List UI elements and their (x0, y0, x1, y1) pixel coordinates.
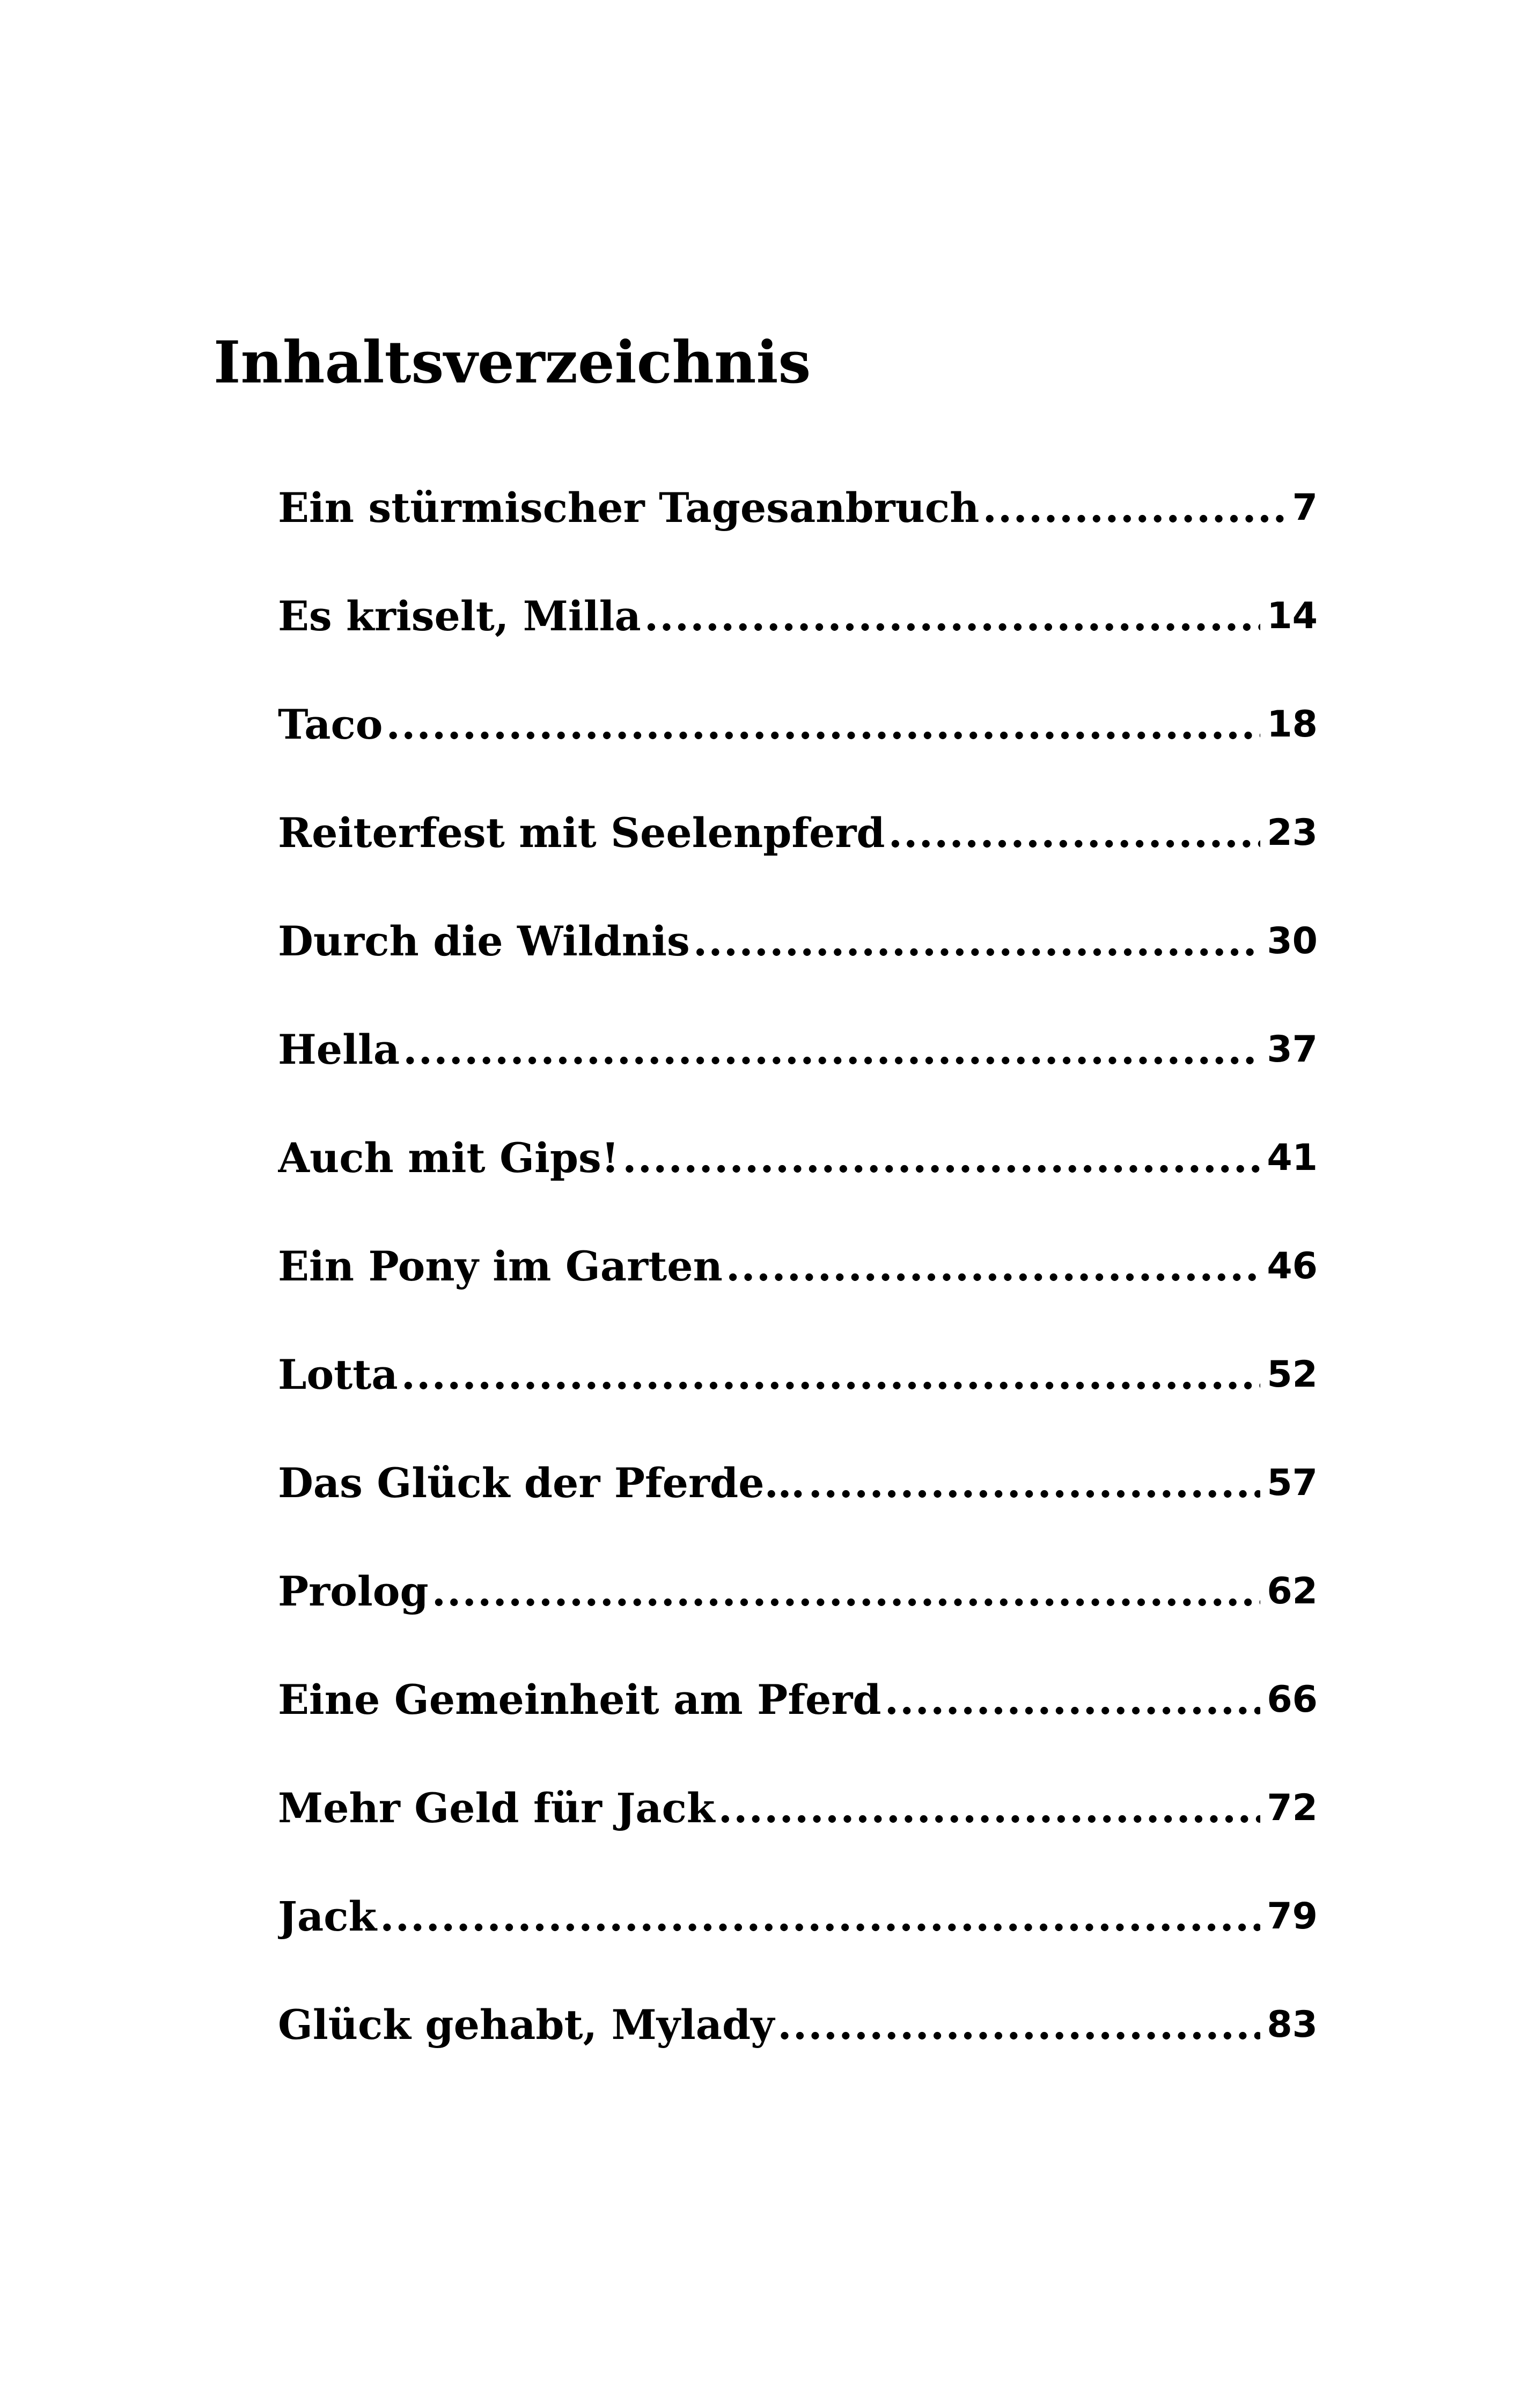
toc-entry-title: Eine Gemeinheit am Pferd (278, 1676, 881, 1724)
dot-leader (693, 912, 1261, 971)
toc-entry (278, 1129, 1318, 1237)
toc-entry-page: 72 (1267, 1787, 1318, 1829)
toc-entry-page: 14 (1267, 595, 1318, 637)
toc-entry (278, 1995, 1318, 2104)
toc-entry (278, 1020, 1318, 1129)
toc-entry (278, 695, 1318, 804)
toc-entry-page: 23 (1267, 812, 1318, 854)
toc-entry-title: Das Glück der Pferde… (278, 1459, 805, 1507)
toc-entry-title: Reiterfest mit Seelenpferd (278, 809, 885, 857)
toc-entry-title: Ein stürmischer Tagesanbruch (278, 484, 980, 532)
dot-leader (777, 1995, 1260, 2054)
toc-entry-title: Glück gehabt, Mylady (278, 2001, 775, 2049)
toc-entry-page: 18 (1267, 703, 1318, 746)
dot-leader (982, 478, 1285, 537)
toc-entry-page: 83 (1267, 2004, 1318, 2046)
toc-heading: Inhaltsverzeichnis (214, 329, 811, 396)
toc-entry-title: Es kriselt, Milla (278, 592, 641, 640)
dot-leader (885, 1670, 1261, 1729)
toc-entry (278, 587, 1318, 695)
toc-entry (278, 1562, 1318, 1670)
toc-entry (278, 804, 1318, 912)
toc-entry-page: 52 (1267, 1353, 1318, 1396)
toc-entry-title: Taco (278, 701, 383, 748)
toc-entry (278, 1345, 1318, 1454)
dot-leader (809, 1454, 1261, 1513)
toc-entry-page: 7 (1292, 487, 1318, 529)
dot-leader (403, 1020, 1260, 1079)
toc-entry (278, 1237, 1318, 1345)
toc-entry-page: 37 (1267, 1028, 1318, 1071)
dot-leader (726, 1237, 1261, 1296)
toc-entry-title: Lotta (278, 1351, 398, 1398)
dot-leader (386, 695, 1261, 754)
toc-entry (278, 1779, 1318, 1887)
toc-entry-page: 57 (1267, 1462, 1318, 1504)
dot-leader (401, 1345, 1261, 1404)
dot-leader (380, 1887, 1260, 1946)
toc-list (278, 478, 1318, 2104)
toc-entry (278, 478, 1318, 587)
toc-entry-page: 79 (1267, 1895, 1318, 1938)
toc-entry (278, 1670, 1318, 1779)
toc-entry-title: Ein Pony im Garten (278, 1242, 723, 1290)
dot-leader (644, 587, 1261, 646)
toc-entry-page: 46 (1267, 1245, 1318, 1287)
toc-entry-page: 66 (1267, 1678, 1318, 1721)
toc-entry-title: Hella (278, 1026, 400, 1073)
dot-leader (432, 1562, 1261, 1621)
dot-leader (888, 804, 1261, 863)
toc-entry-title: Mehr Geld für Jack (278, 1784, 715, 1832)
toc-entry (278, 1454, 1318, 1562)
dot-leader (622, 1129, 1260, 1188)
dot-leader (718, 1779, 1261, 1838)
toc-entry (278, 1887, 1318, 1995)
toc-entry-title: Prolog (278, 1567, 429, 1615)
toc-entry-page: 62 (1267, 1570, 1318, 1612)
toc-entry (278, 912, 1318, 1020)
toc-entry-page: 41 (1267, 1137, 1318, 1179)
toc-entry-page: 30 (1267, 920, 1318, 962)
toc-entry-title: Jack (278, 1892, 377, 1940)
toc-entry-title: Auch mit Gips! (278, 1134, 620, 1182)
toc-entry-title: Durch die Wildnis (278, 917, 690, 965)
